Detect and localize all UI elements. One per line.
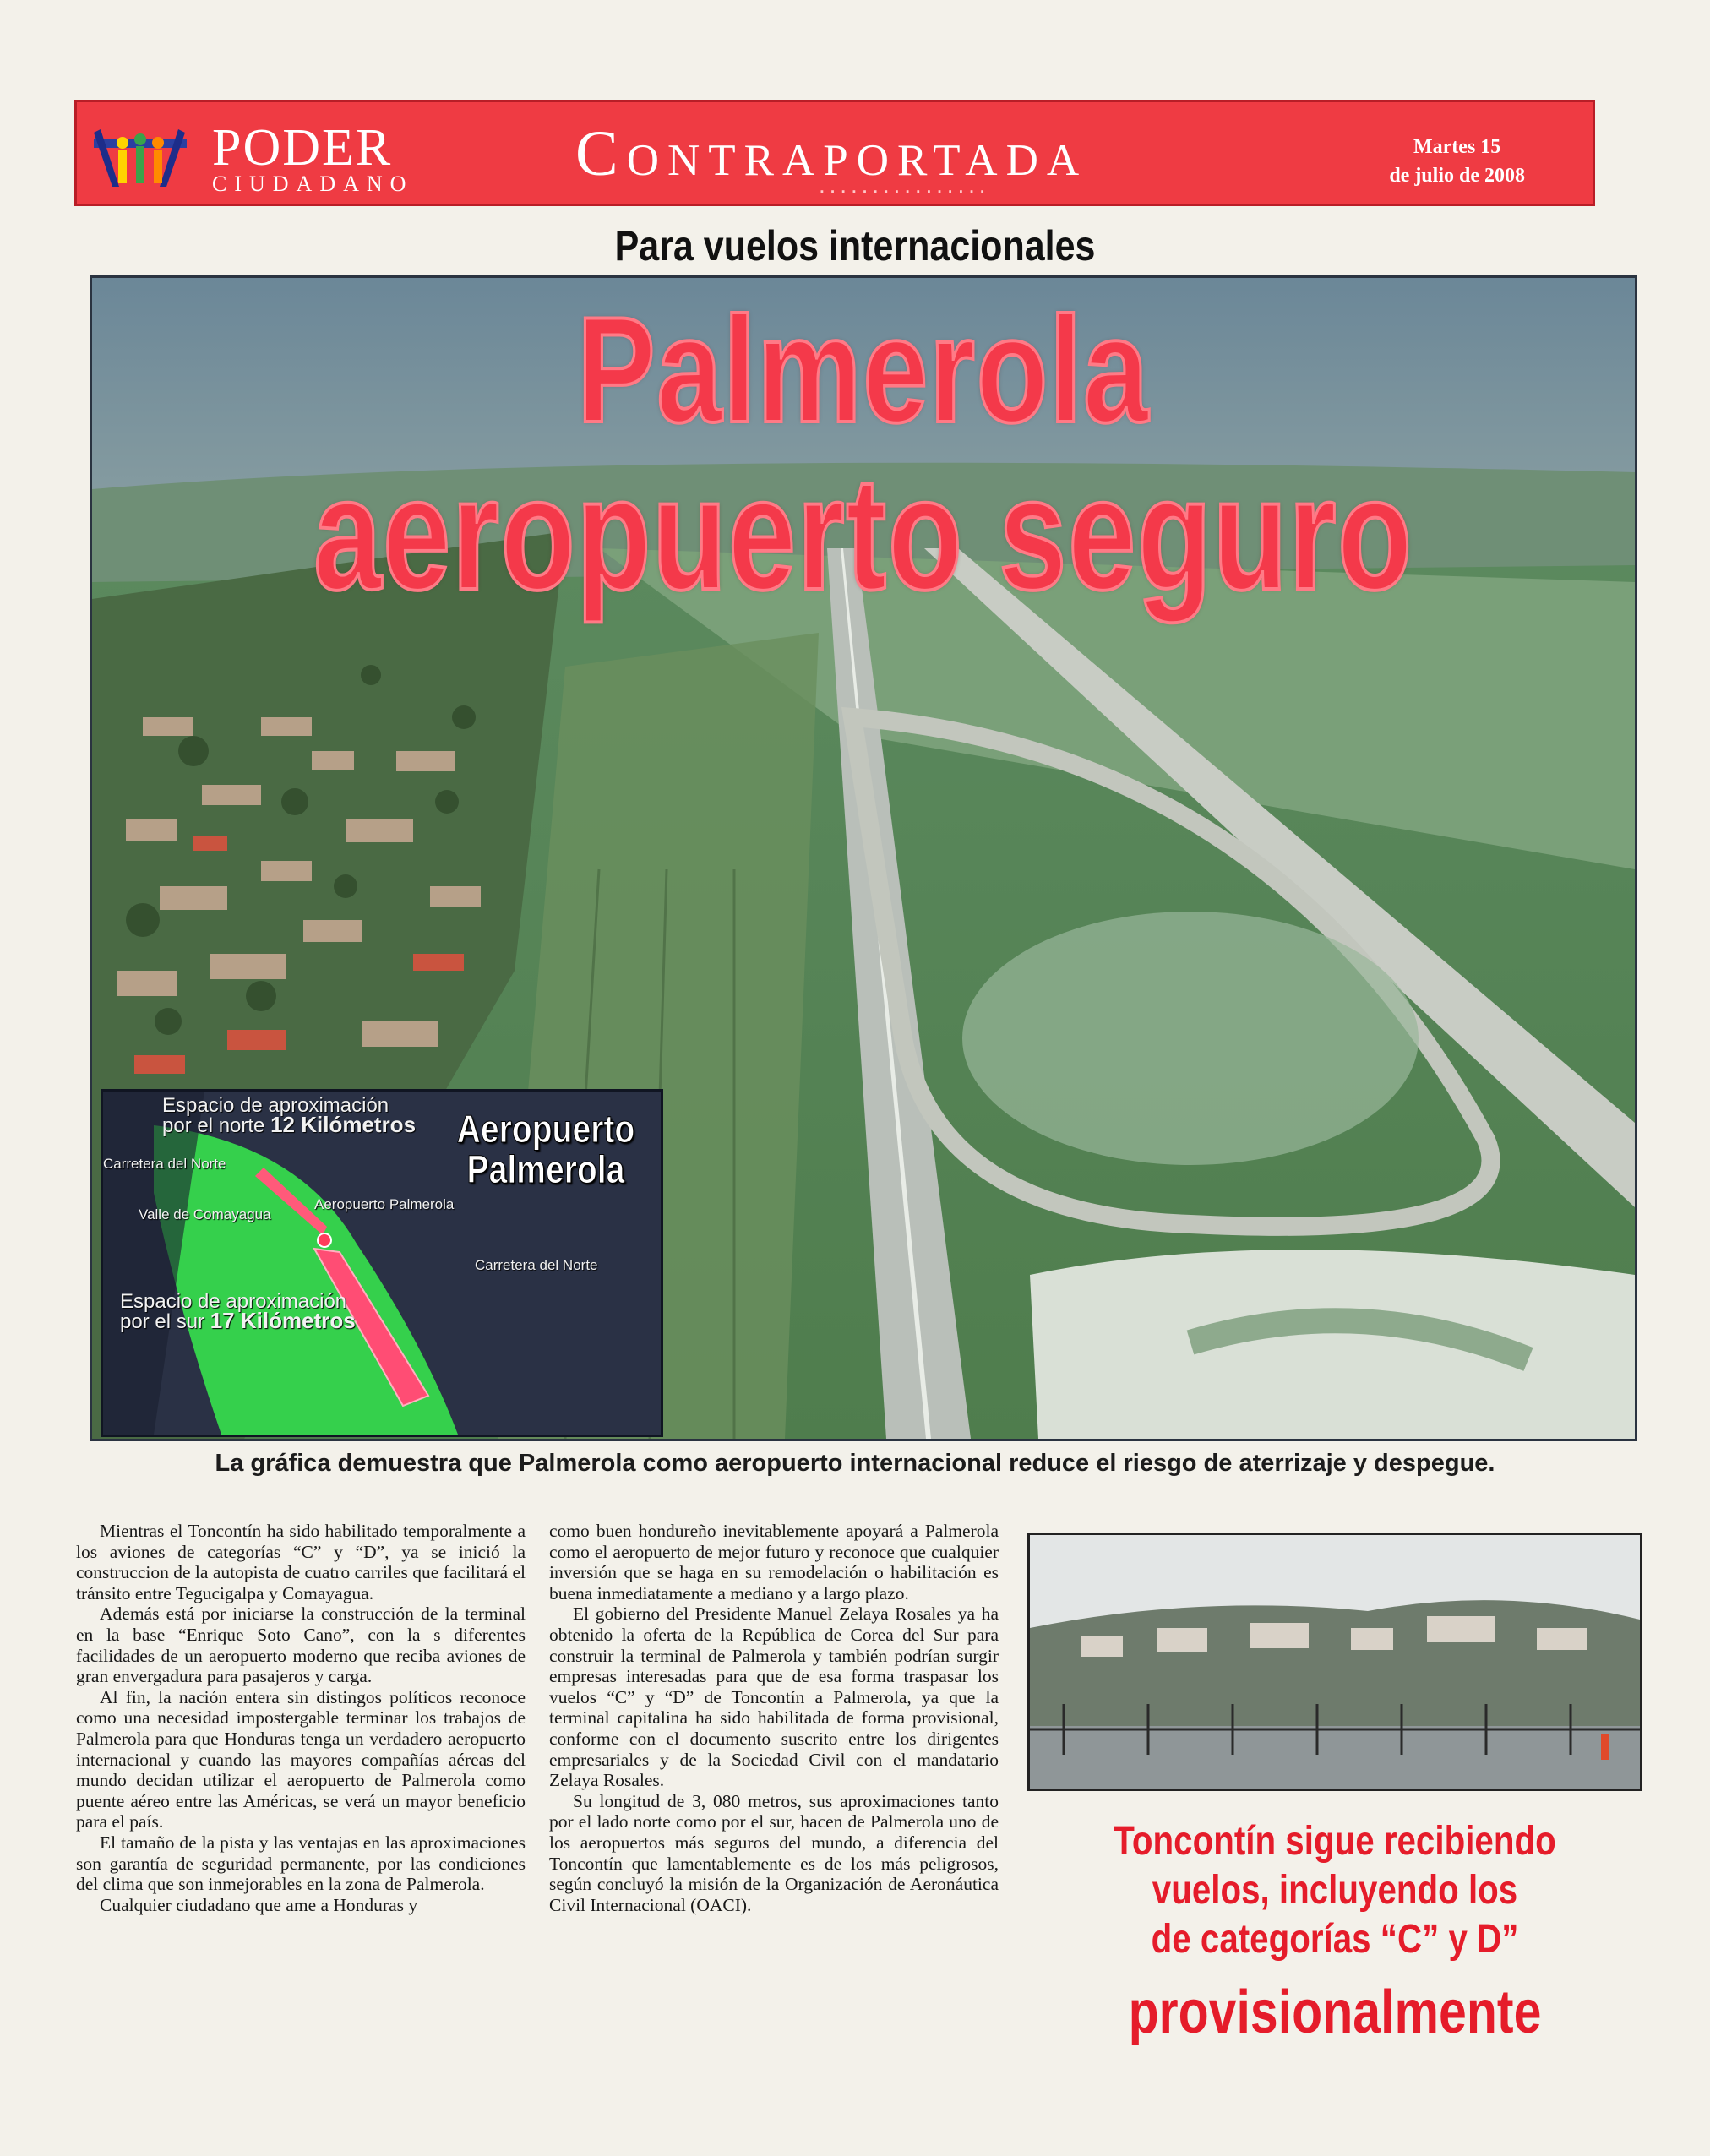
body-paragraph: El tamaño de la pista y las ventajas en las aproximaciones son garantía de seguridad permanente, por las condiciones del clima que son inmejorables en la zona de Palmerola. bbox=[76, 1832, 526, 1895]
south-approach-distance: 17 Kilómetros bbox=[210, 1308, 356, 1333]
body-paragraph: Al fin, la nación entera sin distingos políticos reconoce como una necesidad impostergable terminar los trabajos de Palmerola para que Honduras tenga un verdadero aeropuerto internacional y cuando las mayores compañías aéreas del mundo decidan utilizar el aeropuerto de Palmerola como puente aéreo entre las Américas, se verá un mayor beneficio para el país. bbox=[76, 1686, 526, 1832]
north-approach-label-line-2 bbox=[162, 1112, 417, 1137]
road-north-right-label: Carretera del Norte bbox=[475, 1257, 598, 1273]
pullquote-line-1: Toncontín sigue recibiendo bbox=[1114, 1819, 1556, 1864]
south-approach-label bbox=[120, 1290, 356, 1333]
north-approach-label bbox=[162, 1094, 417, 1137]
headline-line-2: aeropuerto seguro bbox=[313, 444, 1413, 623]
body-paragraph: Mientras el Toncontín ha sido habilitado temporalmente a los aviones de categorías “C” y “D”, ya se inició la construccion de la autopista de cuatro carriles que facilitará el tránsito entre Tegucigalpa y Comayagua. bbox=[76, 1521, 526, 1603]
pullquote-line-3: de categorías “C” y D” bbox=[1151, 1917, 1519, 1962]
toncontin-photo bbox=[1027, 1533, 1642, 1791]
south-approach-label-by-south: por el sur bbox=[120, 1310, 205, 1333]
toncontin-illustration bbox=[1030, 1535, 1640, 1788]
banner-tagline: ▪ ▪ ▪ ▪ ▪ ▪ ▪ ▪ ▪ ▪ ▪ ▪ ▪ ▪ ▪ ▪ bbox=[820, 187, 987, 197]
pullquote-line-2: vuelos, incluyendo los bbox=[1152, 1868, 1518, 1913]
aerial-photo bbox=[90, 275, 1637, 1441]
brand-main: PODER bbox=[212, 119, 393, 177]
body-column-2 bbox=[549, 1521, 999, 1915]
body-paragraph: como buen hondureño inevitablemente apoyará a Palmerola como el aeropuerto de mejor futuro y reconoce que cualquier inversión que se haga en su remodelación o habilitación es buena inmediatamente a mediano y a largo plazo. bbox=[549, 1521, 999, 1603]
body-paragraph: El gobierno del Presidente Manuel Zelaya Rosales ya ha obtenido la oferta de la República de Corea del Sur para construir la terminal de Palmerola y también podrían surgir empresas interesadas para que de esa forma traspasar los vuelos “C” y “D” de Toncontín a Palmerola, ya que la terminal capitalina ha sido habilitada de forma provisional, conforme con el documento suscrito entre los dirigentes empresariales y de la Sociedad Civil con el mandatario Zelaya Rosales. bbox=[549, 1603, 999, 1791]
brand-name bbox=[212, 119, 414, 196]
brand-sub: CIUDADANO bbox=[212, 172, 414, 196]
inset-map-title-line-2: Palmerola bbox=[466, 1147, 625, 1191]
approach-map-inset bbox=[101, 1089, 663, 1437]
pullquote-line-4: provisionalmente bbox=[1128, 1979, 1542, 2046]
body-column-1 bbox=[76, 1521, 526, 1915]
section-title: Contraportada bbox=[575, 118, 1088, 189]
poder-ciudadano-logo-icon bbox=[94, 121, 187, 192]
headline-line-1: Palmerola bbox=[577, 286, 1150, 454]
valley-label: Valle de Comayagua bbox=[139, 1206, 271, 1222]
airport-label: Aeropuerto Palmerola bbox=[314, 1196, 455, 1212]
north-approach-label-line-1: Espacio de aproximación bbox=[162, 1094, 389, 1117]
inset-map-title bbox=[457, 1108, 635, 1190]
south-approach-label-line-2 bbox=[120, 1308, 356, 1333]
road-north-left-label: Carretera del Norte bbox=[103, 1156, 226, 1172]
issue-date bbox=[1389, 133, 1525, 190]
body-paragraph: Además está por iniciarse la construcción de la terminal en la base “Enrique Soto Cano”, con la s diferentes facilidades de un aeropuerto moderno que reciba aviones de gran envergadura para pasajeros y carga. bbox=[76, 1603, 526, 1687]
issue-date-month: de julio de 2008 bbox=[1389, 165, 1525, 187]
masthead-banner bbox=[74, 100, 1595, 206]
article-kicker: Para vuelos internacionales bbox=[614, 222, 1096, 270]
north-approach-label-by-north: por el norte bbox=[162, 1114, 265, 1137]
south-approach-label-line-1: Espacio de aproximación bbox=[120, 1290, 347, 1313]
inset-map-title-line-1: Aeropuerto bbox=[456, 1107, 635, 1151]
photo-caption: La gráfica demuestra que Palmerola como aeropuerto internacional reduce el riesgo de aterrizaje y despegue. bbox=[215, 1450, 1495, 1477]
issue-date-day: Martes 15 bbox=[1413, 136, 1501, 158]
body-paragraph: Cualquier ciudadano que ame a Honduras y bbox=[100, 1894, 418, 1915]
north-approach-distance: 12 Kilómetros bbox=[270, 1112, 417, 1137]
body-paragraph: Su longitud de 3, 080 metros, sus aproximaciones tanto por el lado norte como por el sur, hacen de Palmerola uno de los aeropuertos más seguros del mundo, a diferencia del Toncontín que lamentablemente es de los más peligrosos, según concluyó la misión de la Organización de Aeronáutica Civil Internacional (OACI). bbox=[549, 1790, 999, 1915]
